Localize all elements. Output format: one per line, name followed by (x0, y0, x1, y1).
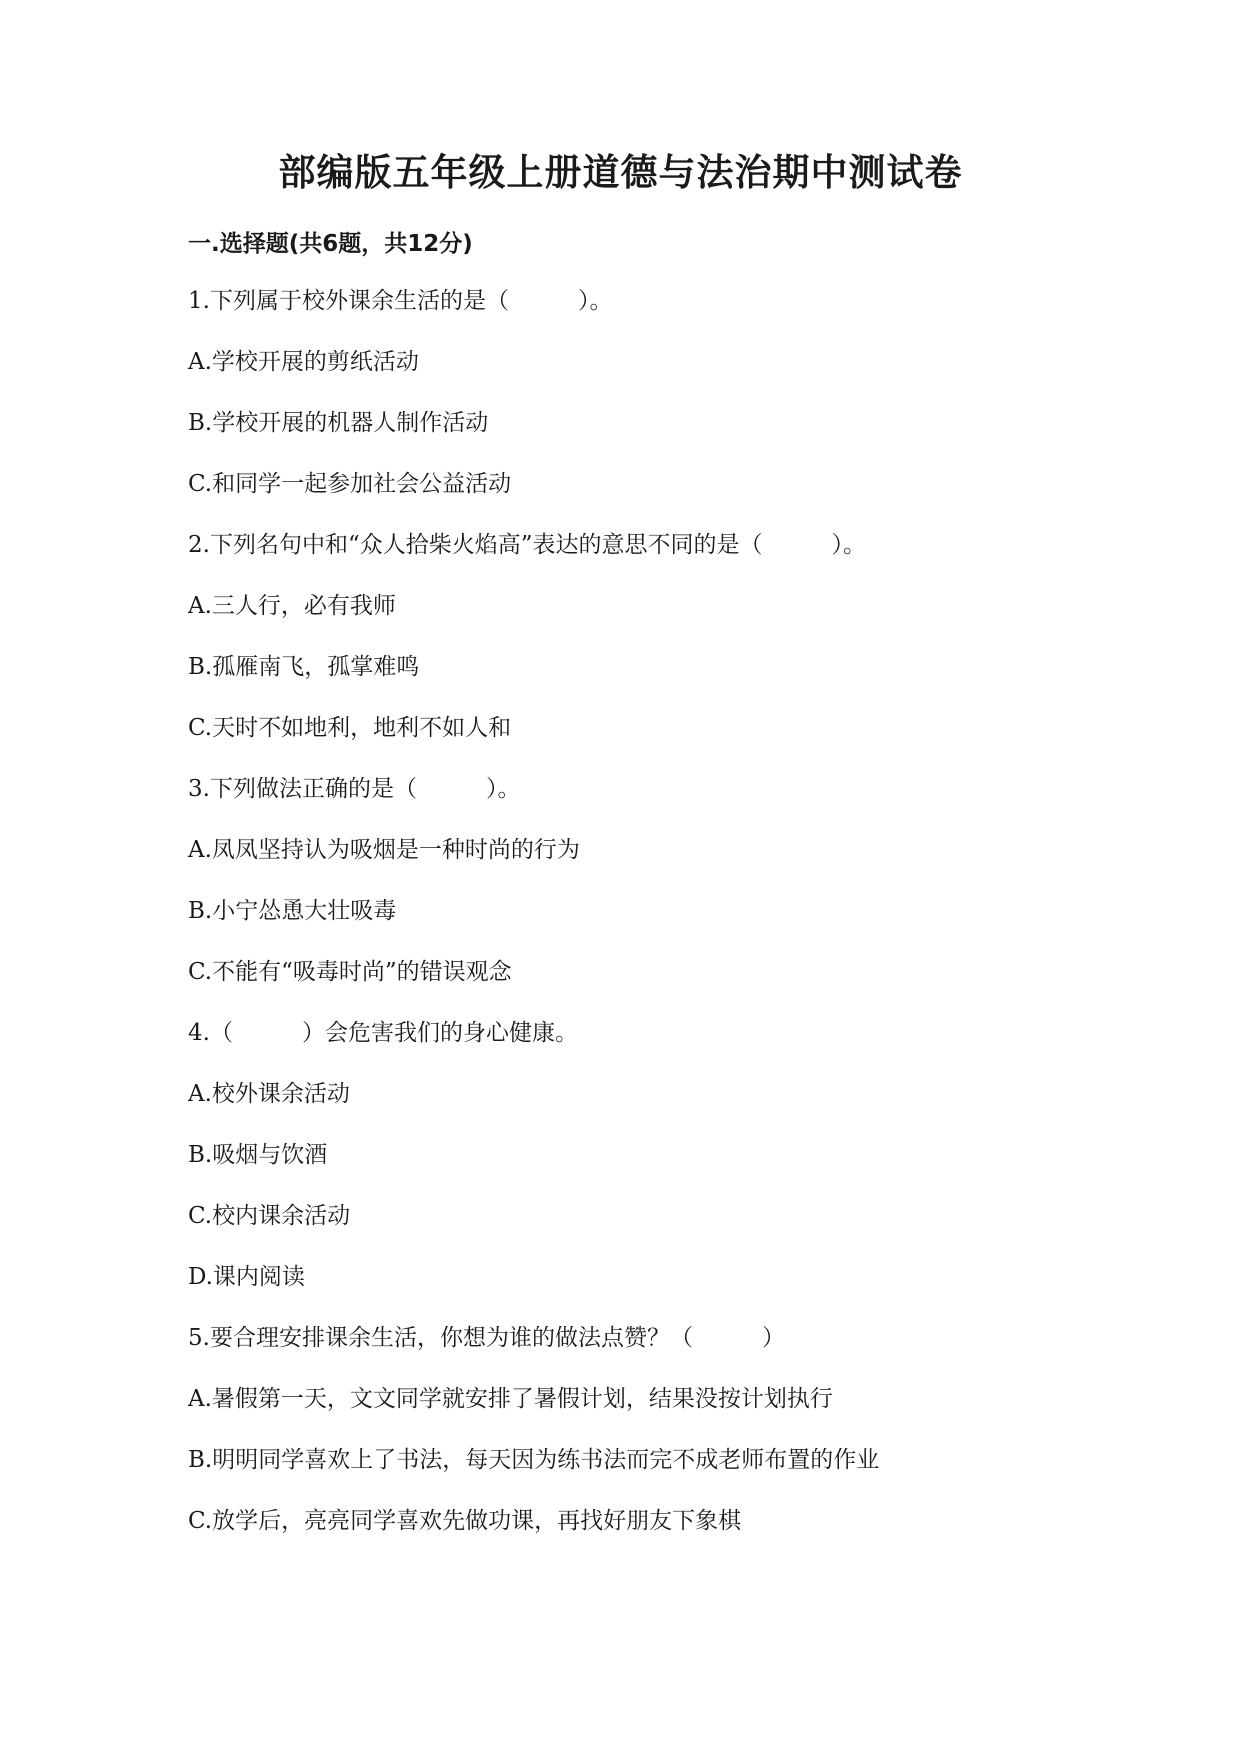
question-4: 4.（ ）会危害我们的身心健康。 (188, 1020, 578, 1046)
question-3: 3.下列做法正确的是（ ）。 (188, 776, 521, 802)
option-4c: C.校内课余活动 (188, 1203, 351, 1229)
question-2: 2.下列名句中和“众人拾柴火焰高”表达的意思不同的是（ ）。 (188, 532, 866, 558)
document-title: 部编版五年级上册道德与法治期中测试卷 (278, 151, 963, 194)
question-1: 1.下列属于校外课余生活的是（ ）。 (188, 288, 613, 314)
option-4a: A.校外课余活动 (188, 1081, 350, 1107)
option-4b: B.吸烟与饮酒 (188, 1142, 328, 1168)
question-5: 5.要合理安排课余生活，你想为谁的做法点赞？（ ） (188, 1325, 785, 1351)
option-3b: B.小宁怂恿大壮吸毒 (188, 898, 397, 924)
option-1c: C.和同学一起参加社会公益活动 (188, 471, 512, 497)
option-2a: A.三人行，必有我师 (188, 593, 396, 619)
option-4d: D.课内阅读 (188, 1264, 305, 1290)
option-2b: B.孤雁南飞，孤掌难鸣 (188, 654, 420, 680)
option-5c: C.放学后，亮亮同学喜欢先做功课，再找好朋友下象棋 (188, 1508, 742, 1534)
option-3a: A.凤凤坚持认为吸烟是一种时尚的行为 (188, 837, 580, 863)
option-1a: A.学校开展的剪纸活动 (188, 349, 419, 375)
option-2c: C.天时不如地利，地利不如人和 (188, 715, 512, 741)
section-heading: 一.选择题(共6题，共12分) (188, 231, 473, 257)
option-1b: B.学校开展的机器人制作活动 (188, 410, 489, 436)
option-5b: B.明明同学喜欢上了书法，每天因为练书法而完不成老师布置的作业 (188, 1447, 880, 1473)
option-3c: C.不能有“吸毒时尚”的错误观念 (188, 959, 512, 985)
option-5a: A.暑假第一天，文文同学就安排了暑假计划，结果没按计划执行 (188, 1386, 833, 1412)
